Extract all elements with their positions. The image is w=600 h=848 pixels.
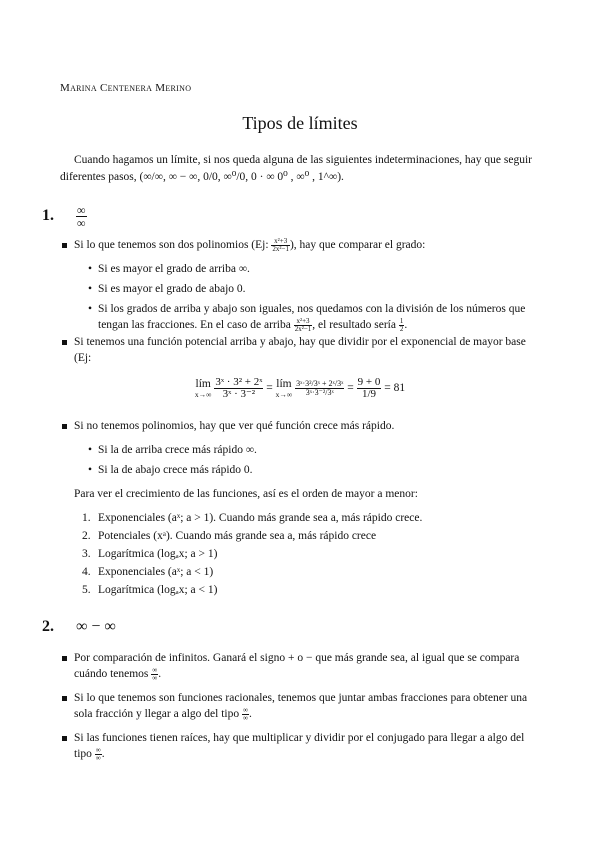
- s2-b2-den: ∞: [242, 713, 248, 722]
- eq-f1-num: 3ˣ · 3² + 2ˣ: [215, 376, 263, 388]
- order-item-3: [60, 546, 544, 562]
- section-2-bullet-1: [60, 650, 544, 682]
- s2-b1-text: Por comparación de infinitos. Ganará el signo + o − que más grande sea, al igual que se compara cuándo tenemos: [74, 652, 520, 680]
- section-1-bullet-3: Si no tenemos polinomios, hay que ver qué función crece más rápido.: [60, 418, 544, 434]
- intro-end: ).: [337, 171, 344, 183]
- section-1-frac-den: ∞: [77, 216, 86, 230]
- eq-limit-operator-2: [276, 379, 293, 398]
- section-1-bullet-1: [60, 237, 544, 253]
- intro-forms: ∞/∞, ∞ − ∞, 0/0, ∞⁰/0, 0 · ∞ 0⁰ , ∞⁰ , 1^∞: [143, 171, 338, 183]
- eq-lim-2: lím: [276, 378, 292, 390]
- section-1-heading: [42, 204, 87, 229]
- section-2-heading: [42, 618, 116, 636]
- b1-sub-3-res-num: 1: [399, 316, 404, 325]
- b3-sub-1: • Si la de arriba crece más rápido ∞.: [60, 442, 544, 458]
- eq-equals-1: =: [266, 382, 273, 395]
- order-intro: Para ver el crecimiento de las funciones, así es el orden de mayor a menor:: [74, 488, 418, 500]
- b1-text: Si lo que tenemos son dos polinomios (Ej:: [74, 239, 272, 251]
- eq-f2-num: 3ˣ·3²/3ˣ + 2ˣ/3ˣ: [296, 379, 344, 388]
- eq-f1-den: 3ˣ · 3⁻²: [222, 388, 256, 400]
- section-2-bullet-2: [60, 690, 544, 722]
- s2-b2-end: .: [248, 708, 252, 720]
- s2-b1-num: ∞: [152, 665, 158, 674]
- eq-limit-operator: [195, 379, 212, 398]
- limit-equation: [0, 377, 600, 400]
- order-item-5-number: 5.: [82, 584, 91, 596]
- order-item-1: [60, 510, 544, 526]
- eq-f2-den: 3ˣ·3⁻²/3ˣ: [305, 388, 334, 397]
- section-2-number: 2.: [42, 618, 54, 635]
- order-item-3-text: Logarítmica (logₐx; a > 1): [98, 548, 218, 560]
- b1-sub-3-end: .: [404, 319, 408, 331]
- eq-lim-sub: x→∞: [194, 389, 212, 399]
- order-item-5-text: Logarítmica (logₐx; a < 1): [98, 584, 218, 596]
- s2-b3-num: ∞: [95, 745, 101, 754]
- order-item-2-number: 2.: [82, 530, 91, 542]
- s2-b1-end: .: [158, 668, 162, 680]
- section-2-bullets: [60, 650, 544, 762]
- eq-equals-2: =: [347, 382, 354, 395]
- b1-sub-3-b: , el resultado sería: [312, 319, 399, 331]
- eq-lim: lím: [195, 378, 211, 390]
- b1-example-fraction: [271, 238, 290, 253]
- eq-fraction-1: [214, 377, 263, 400]
- order-item-1-number: 1.: [82, 512, 91, 524]
- s2-b2-text: Si lo que tenemos son funciones racionales, tenemos que juntar ambas fracciones para obtener una sola fracción y llegar a algo del tipo: [74, 692, 528, 720]
- eq-result: = 81: [384, 382, 406, 395]
- order-item-2-text: Potenciales (xᵃ). Cuando más grande sea a, más rápido crece: [98, 530, 377, 542]
- b1-sub-3-a: Si los grados de arriba y abajo son iguales, nos quedamos con la división de los números que tengan las fracciones. En el caso de arriba: [98, 303, 526, 331]
- intro-paragraph: [60, 152, 544, 186]
- b1-sub-3: [60, 301, 544, 333]
- intro-text: Cuando hagamos un límite, si nos queda alguna de las siguientes indeterminaciones, hay que seguir diferentes pasos, (: [60, 154, 532, 183]
- s2-b3-fraction: [95, 747, 102, 762]
- section-1-bullet-1-block: [60, 237, 544, 333]
- s2-b1-den: ∞: [152, 673, 158, 682]
- b1-sub-3-res-den: 2: [399, 324, 404, 333]
- s2-b3-den: ∞: [95, 753, 101, 762]
- b1-sub-2: • Si es mayor el grado de abajo 0.: [60, 281, 544, 297]
- section-1-bullet-2: Si tenemos una función potencial arriba y abajo, hay que dividir por el exponencial de mayor base (Ej:: [60, 334, 544, 366]
- section-1-bullet-3-block: [60, 418, 544, 598]
- section-2-heading-math: ∞ − ∞: [76, 618, 116, 635]
- eq-f3-num: 9 + 0: [357, 376, 381, 388]
- order-item-4: [60, 564, 544, 580]
- s2-b3-end: .: [101, 748, 105, 760]
- eq-fraction-2: [295, 380, 344, 397]
- section-1-bullet-2-block: [60, 334, 544, 366]
- page-title: Tipos de límites: [242, 113, 358, 133]
- section-1-number: 1.: [42, 207, 54, 225]
- b1-sub-3-num: x²+3: [294, 318, 313, 326]
- order-item-4-number: 4.: [82, 566, 91, 578]
- b1-sub-3-fraction: [294, 318, 313, 333]
- order-item-1-text: Exponenciales (aˣ; a > 1). Cuando más grande sea a, más rápido crece.: [98, 512, 423, 524]
- b1-text-end: ), hay que comparar el grado:: [289, 239, 426, 251]
- b1-sub-3-den: 2x²−1: [294, 324, 312, 333]
- b3-sub-2: • Si la de abajo crece más rápido 0.: [60, 462, 544, 478]
- eq-f3-den: 1/9: [361, 388, 377, 400]
- section-1-fraction: [76, 204, 87, 229]
- author-text: Marina Centenera Merino: [60, 82, 192, 94]
- eq-lim-sub-2: x→∞: [275, 389, 293, 399]
- order-item-4-text: Exponenciales (aˣ; a < 1): [98, 566, 214, 578]
- b1-ex-den: 2x²−1: [272, 244, 289, 253]
- section-2-bullet-3: [60, 730, 544, 762]
- b1-sub-1: • Si es mayor el grado de arriba ∞.: [60, 261, 544, 277]
- s2-b3-text: Si las funciones tienen raíces, hay que multiplicar y dividir por el conjugado para llegar a algo del tipo: [74, 732, 525, 760]
- s2-b2-num: ∞: [242, 705, 248, 714]
- order-item-5: [60, 582, 544, 598]
- author-name: [60, 82, 191, 94]
- order-item-2: [60, 528, 544, 544]
- eq-fraction-3: [357, 377, 382, 400]
- section-1-frac-num: ∞: [77, 203, 86, 217]
- order-item-3-number: 3.: [82, 548, 91, 560]
- s2-b2-fraction: [242, 707, 249, 722]
- b1-ex-num: x²+3: [271, 238, 290, 246]
